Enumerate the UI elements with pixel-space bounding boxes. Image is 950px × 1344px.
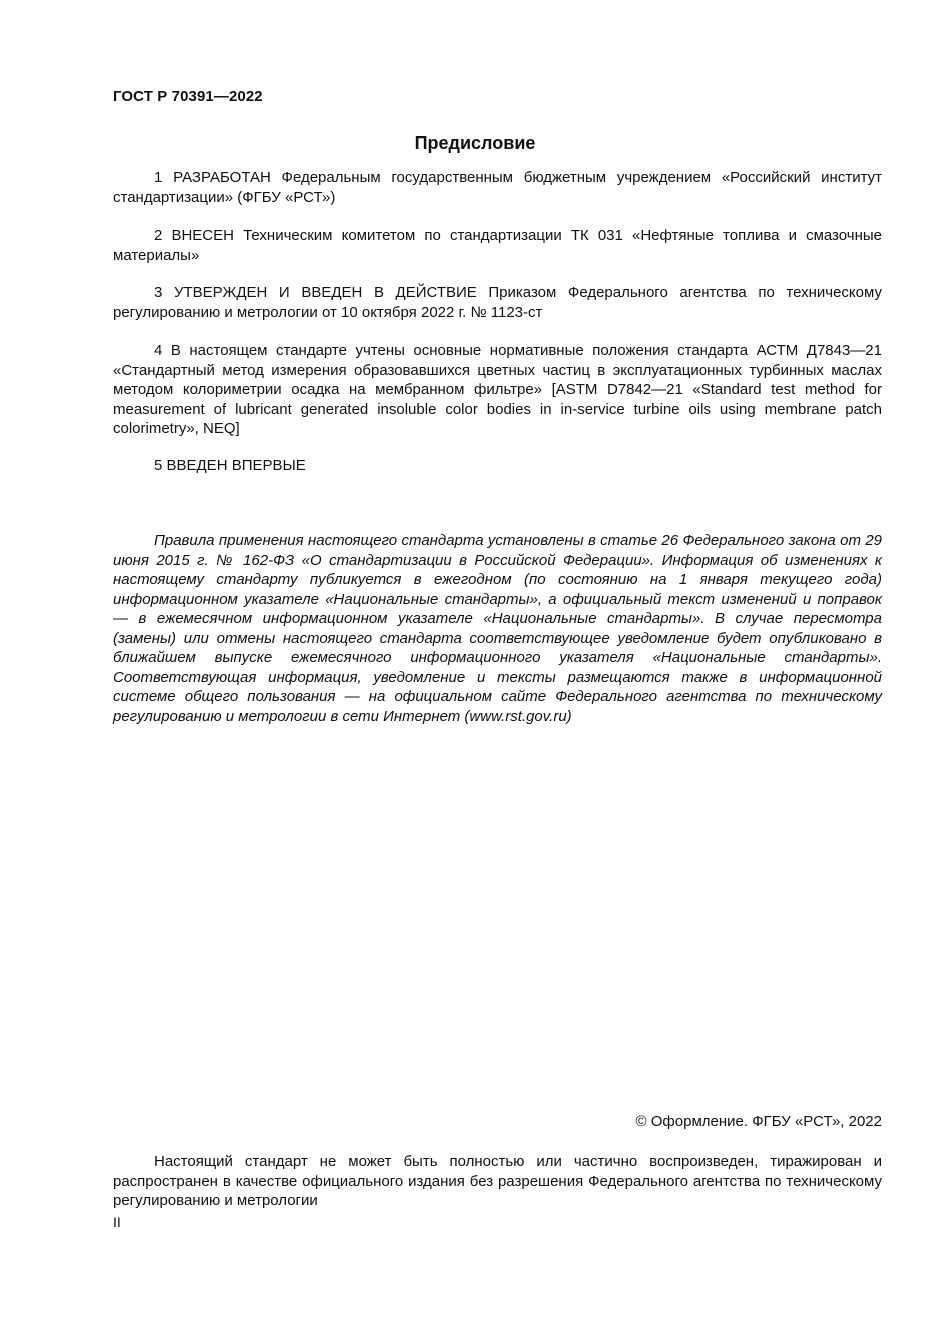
foreword-item-1: 1 РАЗРАБОТАН Федеральным государственным бюджетным учреждением «Российский институт стандартизации» (ФГБУ «РСТ») [113, 169, 882, 206]
reproduction-notice: Настоящий стандарт не может быть полностью или частично воспроизведен, тиражирован и распространен в качестве официального издания без разрешения Федерального агентства по техническому регулированию и метрологии [113, 1153, 882, 1209]
document-code: ГОСТ Р 70391—2022 [113, 88, 263, 105]
foreword-item-4: 4 В настоящем стандарте учтены основные нормативные положения стандарта АСТМ Д7843—21 «Стандартный метод измерения образовавшихся цветных частиц в эксплуатационных турбинных маслах методом колориметрии осадка на мембранном фильтре» [ASTM D7842—21 «Standard test method for measurement of lubricant generated insoluble color bodies in in-service turbine oils using membrane patch colorimetry», NEQ] [113, 342, 882, 437]
page-number: II [113, 1214, 121, 1230]
copyright-line: © Оформление. ФГБУ «РСТ», 2022 [635, 1113, 882, 1130]
foreword-item-3: 3 УТВЕРЖДЕН И ВВЕДЕН В ДЕЙСТВИЕ Приказом Федерального агентства по техническому регулированию и метрологии от 10 октября 2022 г. № 1123-ст [113, 284, 882, 321]
page-title: Предисловие [414, 133, 536, 153]
foreword-item-5: 5 ВВЕДЕН ВПЕРВЫЕ [154, 457, 306, 474]
foreword-item-2: 2 ВНЕСЕН Техническим комитетом по стандартизации ТК 031 «Нефтяные топлива и смазочные материалы» [113, 227, 882, 264]
application-rules-notice: Правила применения настоящего стандарта установлены в статье 26 Федерального закона от 29 июня 2015 г. № 162-ФЗ «О стандартизации в Российской Федерации». Информация об изменениях к настоящему стандарту публикуется в ежегодном (по состоянию на 1 января текущего года) информационном указателе «Национальные стандарты», а официальный текст изменений и поправок — в ежемесячном информационном указателе «Национальные стандарты». В случае пересмотра (замены) или отмены настоящего стандарта соответствующее уведомление будет опубликовано в ближайшем выпуске ежемесячного информационного указателя «Национальные стандарты». Соответствующая информация, уведомление и тексты размещаются также в информационной системе общего пользования — на официальном сайте Федерального агентства по техническому регулированию и метрологии в сети Интернет (www.rst.gov.ru) [113, 532, 882, 725]
